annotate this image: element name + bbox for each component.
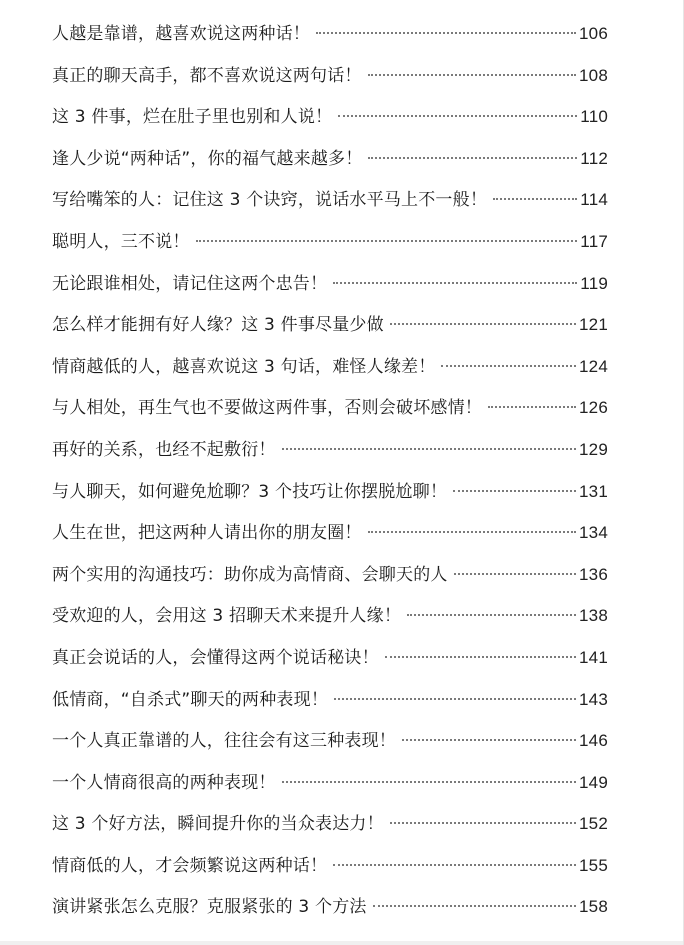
toc-entry-page-number: 108 [579, 65, 608, 85]
toc-entry-title: 一个人真正靠谱的人，往往会有这三种表现！ [52, 731, 396, 752]
toc-entry[interactable] [52, 720, 608, 762]
toc-entry[interactable] [52, 179, 608, 221]
toc-entry-title: 这 3 件事，烂在肚子里也别和人说！ [52, 107, 333, 128]
toc-dot-leader [282, 780, 576, 783]
toc-entry[interactable] [52, 13, 608, 55]
toc-entry-page-number: 146 [579, 731, 608, 751]
toc-entry-page-number: 158 [579, 897, 608, 917]
toc-dot-leader [453, 489, 576, 492]
toc-entry-title: 与人相处，再生气也不要做这两件事，否则会破坏感情！ [52, 398, 482, 419]
toc-entry-page-number: 126 [579, 398, 608, 418]
toc-dot-leader [407, 613, 576, 616]
toc-entry[interactable] [52, 387, 608, 429]
toc-entry-page-number: 136 [579, 564, 608, 584]
toc-entry-title: 人生在世，把这两种人请出你的朋友圈！ [52, 523, 362, 544]
toc-entry-title: 这 3 个好方法，瞬间提升你的当众表达力！ [52, 814, 384, 835]
toc-entry[interactable] [52, 679, 608, 721]
toc-entry-page-number: 124 [579, 356, 608, 376]
toc-entry-title: 逢人少说“两种话”，你的福气越来越多！ [52, 148, 363, 169]
toc-entry-page-number: 138 [579, 606, 608, 626]
toc-dot-leader [390, 322, 576, 325]
toc-dot-leader [441, 364, 576, 367]
toc-entry[interactable] [52, 263, 608, 305]
toc-dot-leader [488, 405, 576, 408]
toc-entry[interactable] [52, 595, 608, 637]
toc-entry[interactable] [52, 346, 608, 388]
toc-entry-title: 写给嘴笨的人：记住这 3 个诀窍，说话水平马上不一般！ [52, 190, 488, 211]
toc-dot-leader [368, 530, 576, 533]
toc-dot-leader [454, 572, 576, 575]
toc-dot-leader [390, 821, 576, 824]
toc-entry[interactable] [52, 886, 608, 928]
toc-entry-page-number: 131 [579, 481, 608, 501]
toc-entry-page-number: 114 [580, 190, 608, 210]
toc-entry-title: 再好的关系，也经不起敷衍！ [52, 439, 276, 460]
toc-entry-title: 真正会说话的人，会懂得这两个说话秘诀！ [52, 647, 379, 668]
toc-entry[interactable] [52, 221, 608, 263]
toc-entry-title: 演讲紧张怎么克服？克服紧张的 3 个方法 [52, 897, 367, 918]
toc-dot-leader [493, 197, 577, 200]
toc-entry-page-number: 129 [579, 439, 608, 459]
toc-entry[interactable] [52, 55, 608, 97]
toc-entry-page-number: 106 [579, 24, 608, 43]
toc-dot-leader [333, 281, 577, 284]
table-of-contents [52, 13, 608, 928]
toc-entry[interactable] [52, 803, 608, 845]
toc-entry-page-number: 110 [580, 107, 608, 127]
toc-dot-leader [316, 31, 576, 34]
toc-dot-leader [368, 156, 577, 159]
toc-entry[interactable] [52, 512, 608, 554]
toc-dot-leader [196, 239, 578, 242]
toc-entry-page-number: 149 [579, 772, 608, 792]
toc-entry[interactable] [52, 429, 608, 471]
toc-entry-title: 一个人情商很高的两种表现！ [52, 772, 276, 793]
toc-entry-title: 低情商，“自杀式”聊天的两种表现！ [52, 689, 329, 710]
toc-entry-title: 怎么样才能拥有好人缘？这 3 件事尽量少做 [52, 315, 384, 336]
toc-entry-page-number: 141 [579, 647, 608, 667]
toc-entry-page-number: 112 [580, 148, 608, 168]
toc-entry-title: 情商低的人，才会频繁说这两种话！ [52, 855, 328, 876]
toc-entry-title: 与人聊天，如何避免尬聊？3 个技巧让你摆脱尬聊！ [52, 481, 448, 502]
toc-entry-title: 无论跟谁相处，请记住这两个忠告！ [52, 273, 328, 294]
toc-dot-leader [338, 114, 577, 117]
toc-entry-title: 人越是靠谱，越喜欢说这两种话！ [52, 24, 310, 44]
toc-entry-page-number: 119 [580, 273, 608, 293]
page-bottom-divider [0, 941, 683, 945]
toc-entry[interactable] [52, 637, 608, 679]
toc-entry-title: 两个实用的沟通技巧：助你成为高情商、会聊天的人 [52, 564, 448, 585]
toc-dot-leader [385, 655, 576, 658]
toc-entry-title: 聪明人，三不说！ [52, 231, 190, 252]
toc-dot-leader [402, 738, 576, 741]
toc-entry[interactable] [52, 845, 608, 887]
toc-entry-page-number: 121 [579, 315, 608, 335]
toc-entry-title: 情商越低的人，越喜欢说这 3 句话，难怪人缘差！ [52, 356, 436, 377]
toc-entry[interactable] [52, 138, 608, 180]
toc-entry[interactable] [52, 554, 608, 596]
toc-dot-leader [373, 904, 576, 907]
toc-entry-title: 受欢迎的人，会用这 3 招聊天术来提升人缘！ [52, 606, 402, 627]
toc-entry[interactable] [52, 304, 608, 346]
toc-entry[interactable] [52, 96, 608, 138]
toc-entry-page-number: 134 [579, 523, 608, 543]
toc-entry-page-number: 117 [580, 231, 608, 251]
toc-dot-leader [368, 73, 576, 76]
toc-dot-leader [334, 697, 576, 700]
toc-dot-leader [333, 863, 576, 866]
toc-dot-leader [282, 447, 576, 450]
toc-entry-page-number: 155 [579, 855, 608, 875]
toc-entry[interactable] [52, 471, 608, 513]
toc-entry-page-number: 152 [579, 814, 608, 834]
toc-entry-page-number: 143 [579, 689, 608, 709]
toc-entry[interactable] [52, 762, 608, 804]
toc-entry-title: 真正的聊天高手，都不喜欢说这两句话！ [52, 65, 362, 86]
